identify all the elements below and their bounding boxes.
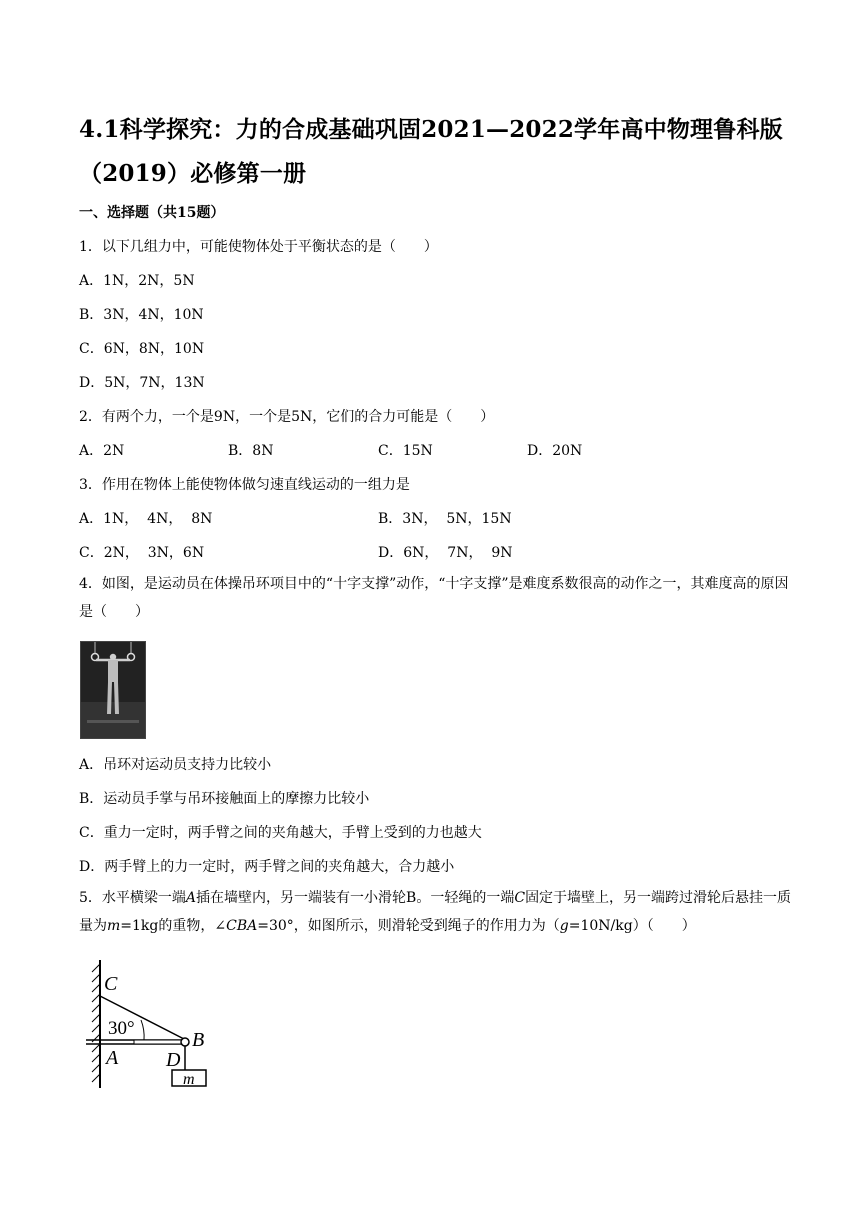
q5-var-g: g (559, 918, 569, 934)
label-c: C (104, 973, 118, 995)
q3-option-a[interactable]: A．1N， 4N， 8N (79, 511, 213, 527)
page-title: 4.1科学探究：力的合成基础巩固2021—2022学年高中物理鲁科版（2019）必修第一册 (79, 116, 783, 187)
pulley-diagram (82, 958, 222, 1090)
q4-option-b[interactable]: B．运动员手掌与吊环接触面上的摩擦力比较小 (79, 791, 370, 807)
gymnast-figure-icon (81, 642, 145, 738)
q1-option-b[interactable]: B．3N，4N，10N (79, 307, 204, 323)
q5-var-cba: CBA (226, 918, 258, 934)
q3-option-d[interactable]: D．6N， 7N， 9N (378, 545, 513, 561)
q2-option-d[interactable]: D．20N (527, 443, 583, 459)
q4-option-d[interactable]: D．两手臂上的力一定时，两手臂之间的夹角越大，合力越小 (79, 859, 455, 875)
q1-option-a[interactable]: A．1N，2N，5N (79, 273, 195, 289)
label-b: B (192, 1029, 205, 1051)
q1-option-d[interactable]: D．5N，7N，13N (79, 375, 205, 391)
q2-stem: 2．有两个力，一个是9N，一个是5N，它们的合力可能是（ ） (79, 409, 495, 425)
q2-option-b[interactable]: B．8N (228, 443, 274, 459)
section-heading: 一、选择题（共15题） (79, 205, 225, 221)
q1-option-c[interactable]: C．6N，8N，10N (79, 341, 205, 357)
q3-option-b[interactable]: B．3N， 5N，15N (378, 511, 512, 527)
gymnast-rings-photo (80, 641, 146, 739)
q2-option-c[interactable]: C．15N (378, 443, 433, 459)
label-m: m (183, 1071, 195, 1088)
q4-stem: 4．如图，是运动员在体操吊环项目中的“十字支撑”动作，“十字支撑”是难度系数很高的动作之一，其难度高的原因是（ ） (79, 576, 789, 620)
label-a: A (106, 1047, 119, 1069)
q2-option-a[interactable]: A．2N (79, 443, 125, 459)
q5-var-c: C (514, 890, 526, 906)
q4-option-c[interactable]: C．重力一定时，两手臂之间的夹角越大，手臂上受到的力也越大 (79, 825, 482, 841)
q5-stem (79, 884, 799, 940)
label-d: D (166, 1049, 181, 1071)
q3-stem: 3．作用在物体上能使物体做匀速直线运动的一组力是 (79, 477, 410, 493)
q4-option-a[interactable]: A．吊环对运动员支持力比较小 (79, 757, 272, 773)
q5-text: 5．水平横梁一端 (79, 890, 186, 906)
q5-text: 固定于墙壁上，另一端跨过滑轮后悬挂一质量为 (79, 890, 792, 934)
q5-text: =30°，如图所示，则滑轮受到绳子的作用力为（ (257, 918, 560, 934)
q5-var-a: A (185, 890, 197, 906)
q5-text: =1kg的重物，∠ (120, 918, 227, 934)
q5-text: 插在墙壁内，另一端装有一小滑轮B。一轻绳的一端 (196, 890, 515, 906)
q5-var-m: m (107, 918, 121, 934)
angle-label: 30° (108, 1018, 135, 1039)
q5-text: =10N/kg）（ ） (568, 918, 696, 934)
q1-stem: 1．以下几组力中，可能使物体处于平衡状态的是（ ） (79, 239, 438, 255)
q3-option-c[interactable]: C．2N， 3N，6N (79, 545, 205, 561)
